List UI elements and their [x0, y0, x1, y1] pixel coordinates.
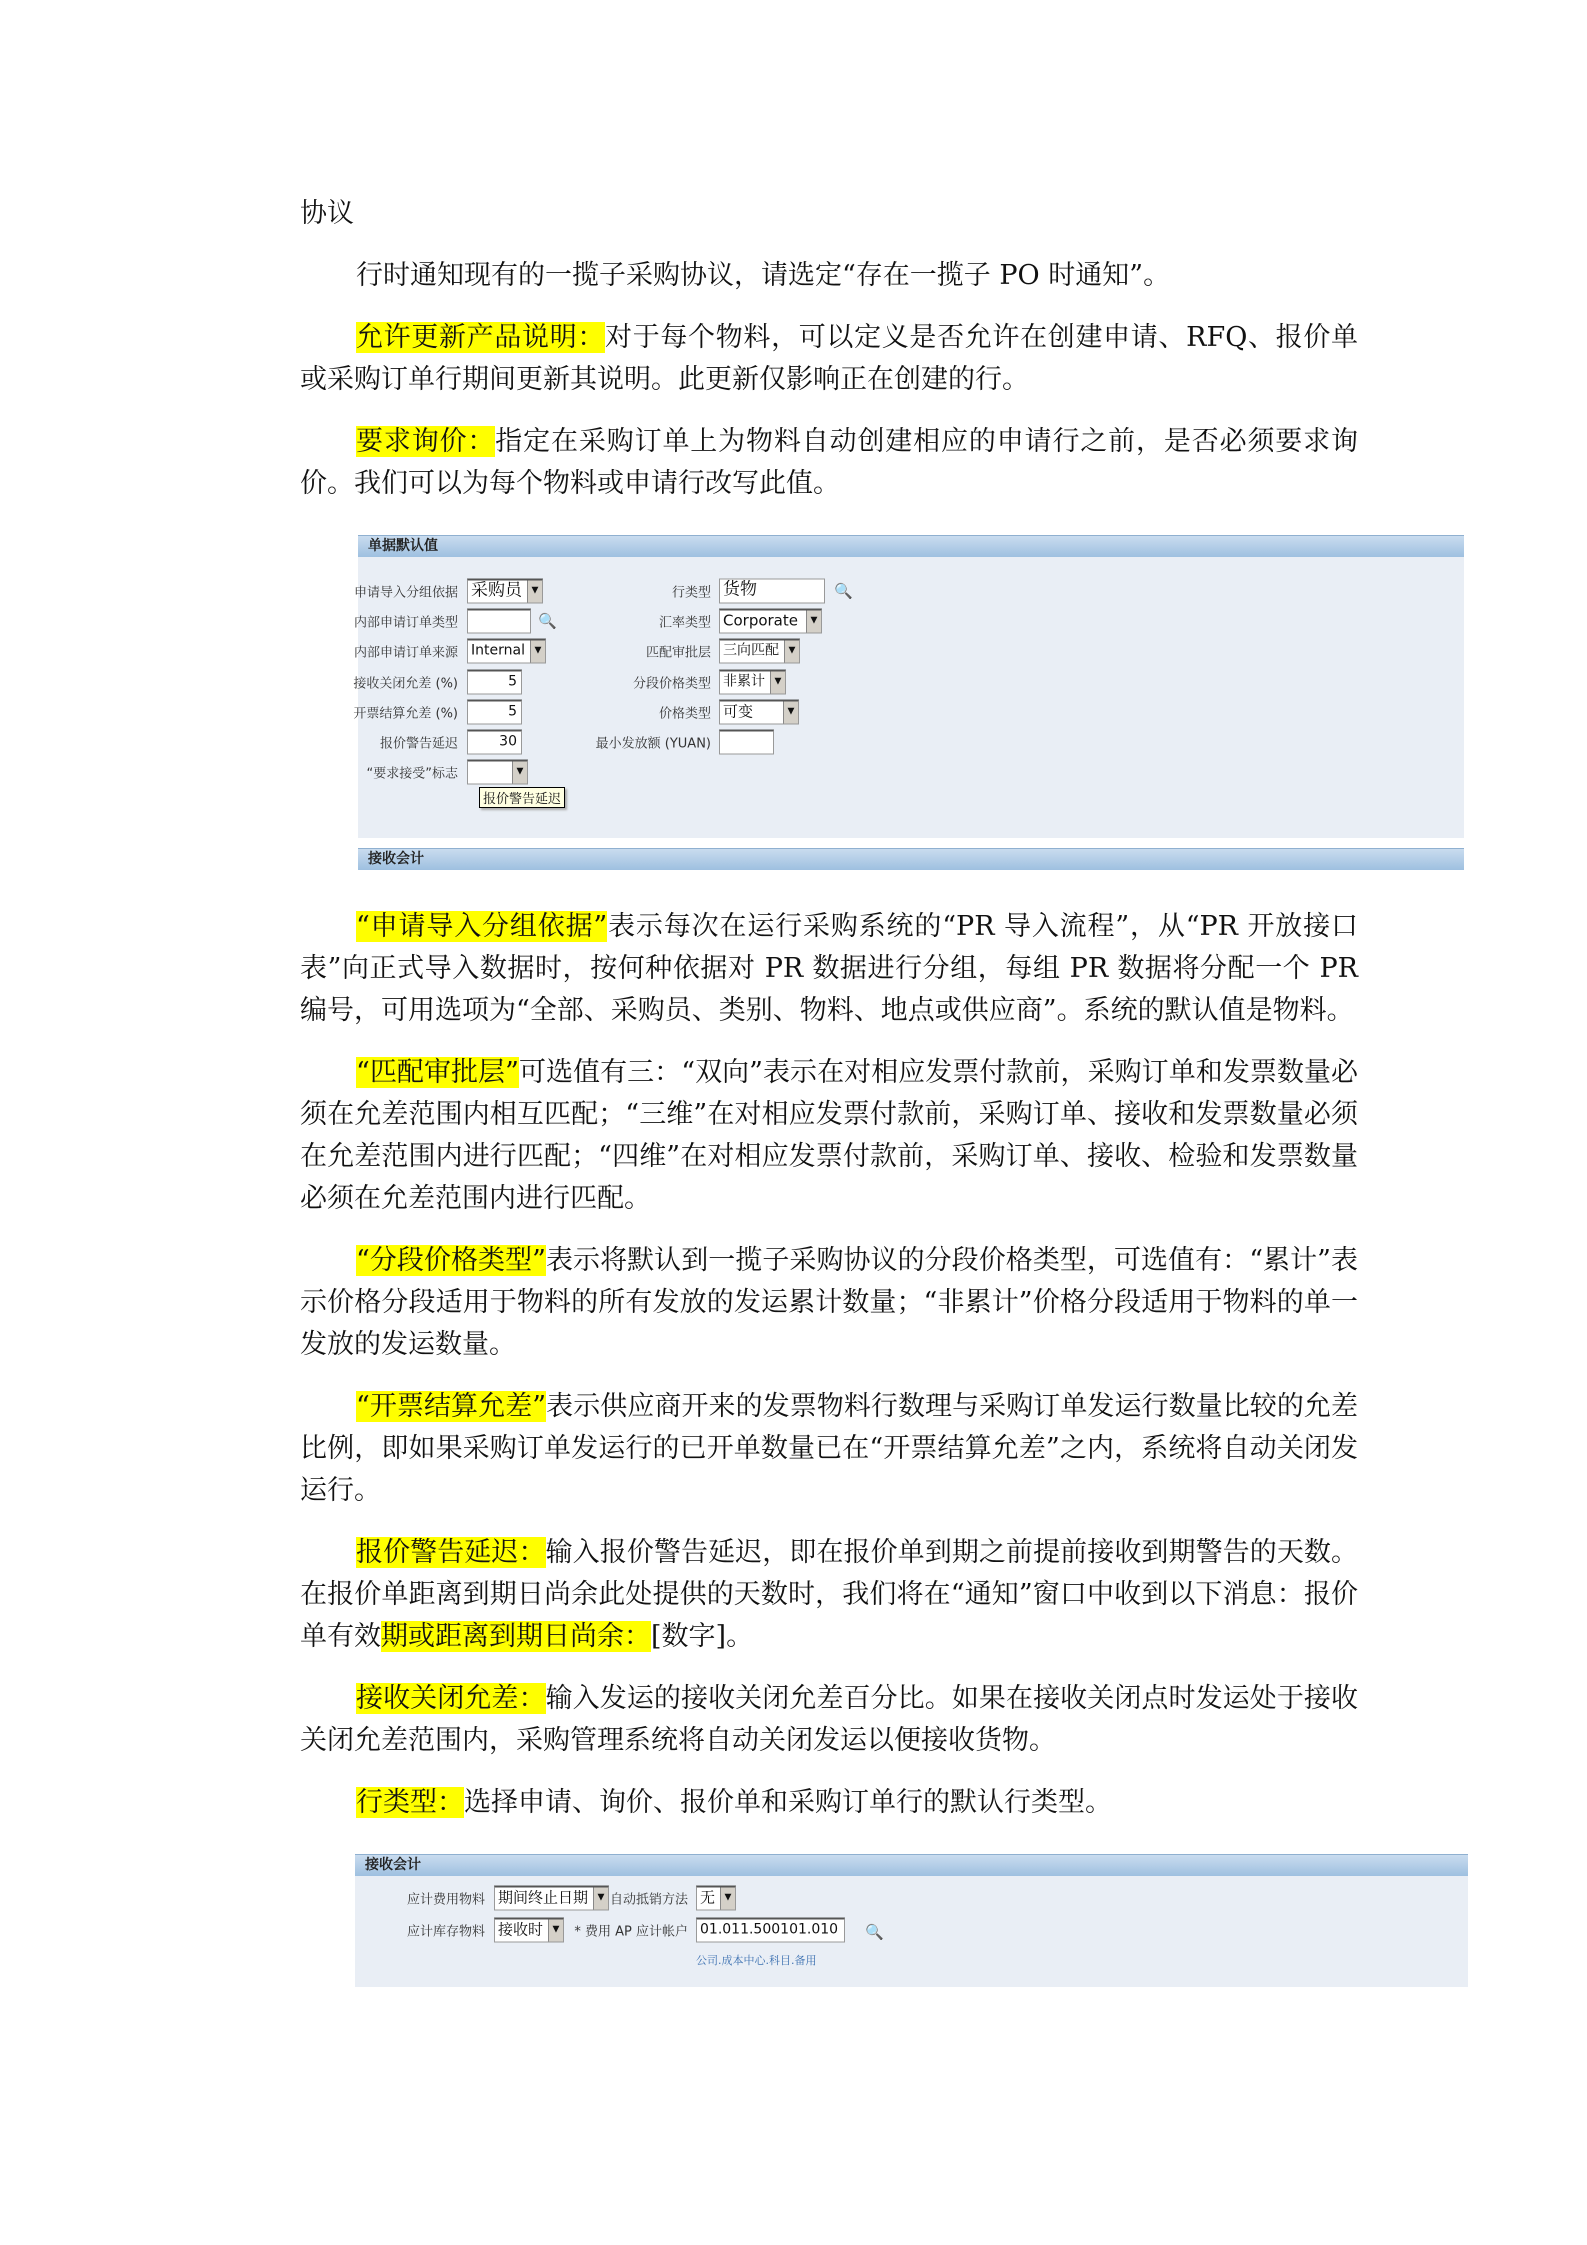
- field-label: * 费用 AP 应计帐户: [574, 1924, 688, 1940]
- ap-accrual-account-input[interactable]: [696, 1918, 845, 1943]
- paragraph-text: 输入报价警告延迟，即在报价单到期之前提前接收到期警告的天数。在报价单距离到期日尚余此处提供的天数时，我们将在“通知”窗口中收到以下消息：报价单有效: [300, 1537, 1359, 1652]
- paragraph-text: 表示供应商开来的发票物料行数理与采购订单发运行数量比较的允差比例，即如果采购订单发运行的已开单数量已在“开票结算允差”之内，系统将自动关闭发运行。: [300, 1391, 1358, 1506]
- dropdown-arrow-icon: ▼: [548, 1920, 563, 1942]
- dropdown-arrow-icon: ▼: [806, 611, 821, 633]
- highlight-term: “开票结算允差”: [356, 1391, 547, 1422]
- field-label: 应计费用物料: [406, 1892, 485, 1908]
- highlight-term: 期或距离到期日尚余：: [381, 1621, 651, 1652]
- paragraph-text: 行时通知现有的一揽子采购协议，请选定“存在一揽子 PO 时通知”。: [356, 260, 1171, 291]
- paragraph-text: 输入发运的接收关闭允差百分比。如果在接收关闭点时发运处于接收关闭允差范围内，采购管理系统将自动关闭发运以便接收货物。: [300, 1683, 1359, 1756]
- match-approval-level-select[interactable]: [719, 639, 800, 664]
- dropdown-arrow-icon: ▼: [512, 762, 527, 784]
- paragraph-text: 对于每个物料，可以定义是否允许在创建申请、RFQ、报价单或采购订单行期间更新其说明。此更新仅影响正在创建的行。: [300, 322, 1359, 395]
- field-label: 报价警告延迟: [379, 736, 458, 752]
- highlight-term: “匹配审批层”: [356, 1057, 519, 1088]
- account-hint: 公司.成本中心.科目.备用: [696, 1954, 817, 1967]
- dropdown-arrow-icon: ▼: [770, 672, 785, 694]
- field-label: 内部申请订单来源: [353, 645, 458, 661]
- receipt-accounting-form: [355, 1854, 1468, 1987]
- dropdown-arrow-icon: ▼: [784, 641, 799, 663]
- document-column: [300, 0, 1358, 2107]
- paragraph: [300, 317, 1358, 401]
- field-label: 内部申请订单类型: [353, 615, 458, 631]
- section-header: 接收会计: [355, 1854, 1468, 1876]
- paragraph: [300, 906, 1358, 1032]
- highlight-term: 要求询价：: [356, 426, 496, 457]
- select-value: 无: [700, 1888, 716, 1907]
- paragraph-text: 可选值有三：“双向”表示在对相应发票付款前，采购订单和发票数量必须在允差范围内相互匹配；“三维”在对相应发票付款前，采购订单、接收和发票数量必须在允差范围内进行匹配；“四维”在对相应发票付款前，采购订单、接收、检验和发票数量必须在允差范围内进行匹配。: [300, 1057, 1358, 1214]
- paragraph: [300, 255, 1358, 297]
- search-icon[interactable]: 🔍: [538, 612, 557, 630]
- document-defaults-form: [353, 535, 1464, 838]
- paragraph-text: 选择申请、询价、报价单和采购订单行的默认行类型。: [464, 1787, 1112, 1818]
- highlight-term: 报价警告延迟：: [356, 1537, 546, 1568]
- tooltip: 报价警告延迟: [479, 787, 565, 808]
- min-release-amount-input[interactable]: [719, 730, 774, 755]
- section-header: 接收会计: [358, 848, 1464, 870]
- paragraph: [300, 1386, 1358, 1512]
- next-section-bar: [358, 848, 1464, 870]
- grouping-select[interactable]: [467, 579, 543, 604]
- line-type-input[interactable]: [719, 579, 825, 604]
- dropdown-arrow-icon: ▼: [530, 641, 545, 663]
- highlight-term: 允许更新产品说明：: [356, 322, 606, 353]
- paragraph-text: 表示将默认到一揽子采购协议的分段价格类型，可选值有：“累计”表示价格分段适用于物料的所有发放的发运累计数量；“非累计”价格分段适用于物料的单一发放的发运数量。: [300, 1245, 1358, 1360]
- dropdown-arrow-icon: ▼: [720, 1888, 735, 1910]
- highlight-term: 行类型：: [356, 1787, 464, 1818]
- receipt-close-tolerance-input[interactable]: 5: [467, 670, 522, 695]
- field-label: 自动抵销方法: [609, 1892, 688, 1908]
- field-label: 汇率类型: [658, 615, 711, 631]
- paragraph-text: 指定在采购订单上为物料自动创建相应的申请行之前，是否必须要求询价。我们可以为每个物料或申请行改写此值。: [300, 426, 1359, 499]
- highlight-term: 接收关闭允差：: [356, 1683, 546, 1714]
- dropdown-arrow-icon: ▼: [783, 702, 798, 724]
- paragraph: [300, 1052, 1358, 1220]
- select-value: 可变: [723, 702, 754, 721]
- paragraph: [300, 1678, 1358, 1762]
- field-label: “要求接受”标志: [366, 766, 458, 782]
- field-label: 行类型: [671, 585, 711, 601]
- select-value: 非累计: [723, 673, 765, 690]
- highlight-term: “分段价格类型”: [356, 1245, 546, 1276]
- paragraph: [300, 1240, 1358, 1366]
- section-header: 单据默认值: [358, 535, 1464, 557]
- paragraph-text: 表示每次在运行采购系统的“PR 导入流程”，从“PR 开放接口表”向正式导入数据时，按何种依据对 PR 数据进行分组，每组 PR 数据将分配一个 PR 编号，可用选项为“全部、采购员、类别、物料、地点或供应商”。系统的默认值是物料。: [300, 911, 1358, 1026]
- field-label: 价格类型: [658, 706, 711, 722]
- paragraph: [300, 1532, 1358, 1658]
- internal-req-type-input[interactable]: [467, 609, 531, 634]
- field-label: 最小发放额 (YUAN): [595, 736, 711, 752]
- dropdown-arrow-icon: ▼: [593, 1888, 608, 1910]
- paragraph: [300, 1782, 1358, 1824]
- field-label: 分段价格类型: [632, 676, 711, 692]
- acceptance-required-select[interactable]: [467, 760, 528, 785]
- input-value: 01.011.500101.010: [700, 1921, 839, 1938]
- field-label: 申请导入分组依据: [353, 585, 458, 601]
- select-value: 接收时: [498, 1920, 544, 1939]
- auto-offset-method-select[interactable]: [696, 1886, 736, 1911]
- field-label: 应计库存物料: [406, 1924, 485, 1940]
- invoice-close-tolerance-input[interactable]: 5: [467, 700, 522, 725]
- rate-type-select[interactable]: [719, 609, 822, 634]
- quote-warning-delay-input[interactable]: 30: [467, 730, 522, 755]
- paragraph-text: [数字]。: [651, 1621, 754, 1652]
- search-list-icon[interactable]: 🔍: [865, 1923, 884, 1941]
- field-label: 接收关闭允差 (%): [353, 676, 458, 692]
- select-value: 采购员: [471, 580, 522, 601]
- price-break-type-select[interactable]: [719, 670, 786, 695]
- select-value: Corporate: [723, 611, 798, 630]
- section-heading: 协议: [300, 198, 354, 229]
- highlight-term: “申请导入分组依据”: [356, 911, 608, 942]
- price-type-select[interactable]: [719, 700, 799, 725]
- select-value: 三向匹配: [723, 642, 779, 659]
- paragraph: [300, 421, 1358, 505]
- input-value: 货物: [723, 579, 757, 600]
- select-value: 期间终止日期: [498, 1888, 589, 1907]
- accrue-expense-select[interactable]: [494, 1886, 609, 1911]
- select-value: Internal: [471, 642, 525, 659]
- accrue-inventory-select[interactable]: [494, 1918, 564, 1943]
- field-label: 匹配审批层: [645, 645, 711, 661]
- dropdown-arrow-icon: ▼: [527, 581, 542, 603]
- field-label: 开票结算允差 (%): [353, 706, 458, 722]
- internal-req-source-select[interactable]: [467, 639, 546, 664]
- search-icon[interactable]: 🔍: [834, 582, 853, 600]
